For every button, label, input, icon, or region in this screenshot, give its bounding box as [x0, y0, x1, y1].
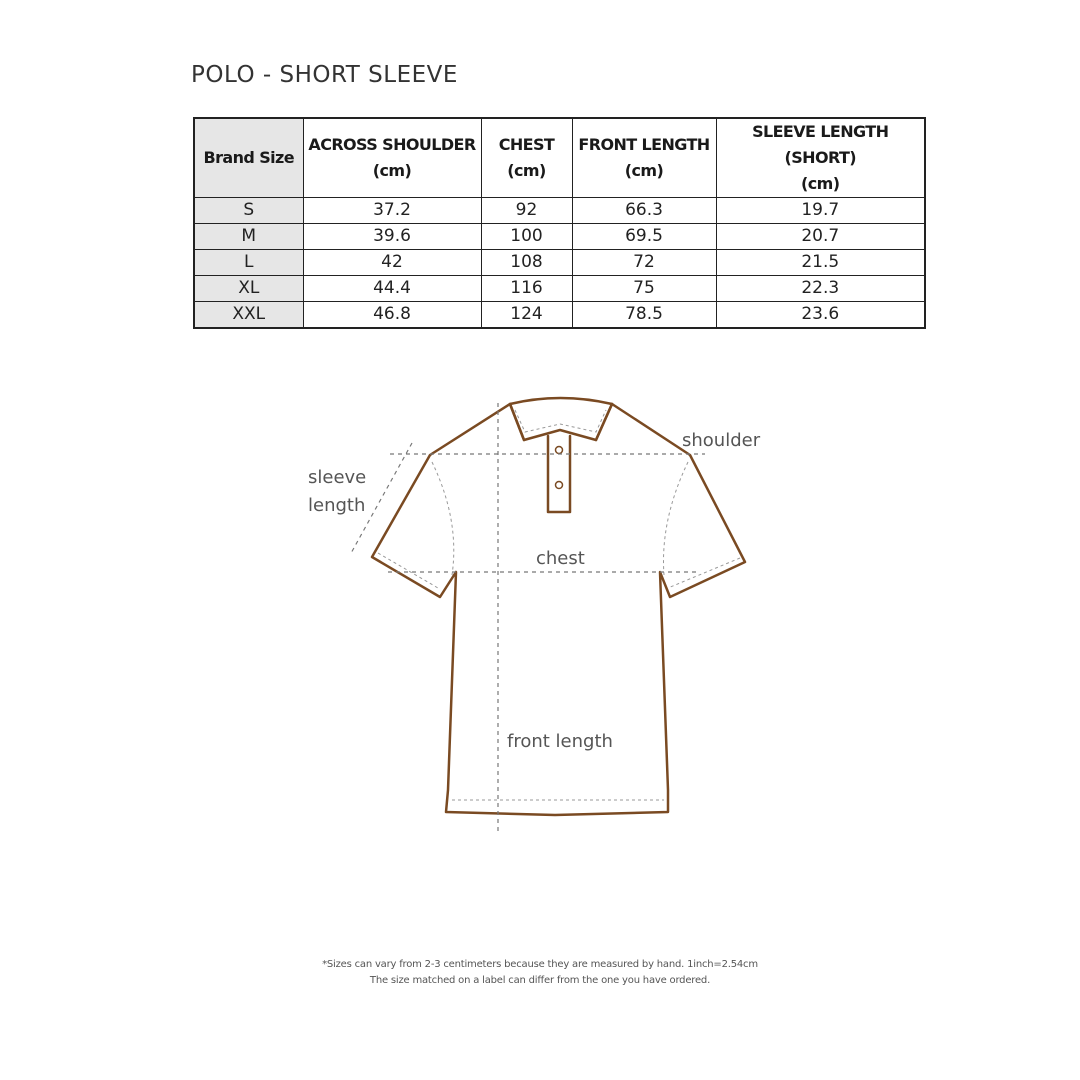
sleeve-length-cell: 21.5	[716, 250, 925, 276]
page-title: POLO - SHORT SLEEVE	[191, 62, 458, 88]
chest-cell: 124	[481, 302, 572, 329]
sleeve-length-cell: 22.3	[716, 276, 925, 302]
measurement-lines	[350, 403, 705, 833]
header-label: ACROSS SHOULDER	[308, 135, 476, 154]
size-cell: M	[194, 224, 303, 250]
header-unit: (cm)	[801, 174, 840, 193]
front-length-cell: 75	[572, 276, 716, 302]
footnote-line: The size matched on a label can differ from the one you have ordered.	[369, 975, 711, 986]
chest-cell: 116	[481, 276, 572, 302]
placket-buttons	[556, 447, 563, 489]
header-unit: (cm)	[507, 161, 546, 180]
shoulder-cell: 46.8	[303, 302, 481, 329]
size-cell: XXL	[194, 302, 303, 329]
front-length-cell: 78.5	[572, 302, 716, 329]
shoulder-cell: 39.6	[303, 224, 481, 250]
chest-cell: 108	[481, 250, 572, 276]
footnote	[0, 957, 1080, 989]
front-length-cell: 66.3	[572, 198, 716, 224]
sleeve-length-cell: 20.7	[716, 224, 925, 250]
sleeve-length-label	[308, 464, 366, 520]
shoulder-cell: 37.2	[303, 198, 481, 224]
header-label: SLEEVE LENGTH (SHORT)	[752, 122, 889, 167]
size-cell: S	[194, 198, 303, 224]
sleeve-length-cell: 23.6	[716, 302, 925, 329]
polo-shirt-outline	[372, 398, 745, 815]
chest-cell: 100	[481, 224, 572, 250]
size-cell: XL	[194, 276, 303, 302]
shoulder-cell: 44.4	[303, 276, 481, 302]
header-label: FRONT LENGTH	[578, 135, 710, 154]
header-unit: (cm)	[624, 161, 664, 180]
header-unit: (cm)	[372, 161, 412, 180]
footnote-line: *Sizes can vary from 2-3 centimeters because they are measured by hand. 1inch=2.54cm	[322, 959, 758, 970]
button-icon	[556, 482, 563, 489]
shoulder-cell: 42	[303, 250, 481, 276]
header-label: CHEST	[498, 135, 555, 154]
shoulder-label: shoulder	[682, 430, 761, 451]
size-cell: L	[194, 250, 303, 276]
header-label: Brand Size	[203, 148, 294, 167]
front-length-cell: 69.5	[572, 224, 716, 250]
sleeve-length-cell: 19.7	[716, 198, 925, 224]
chest-cell: 92	[481, 198, 572, 224]
front-length-cell: 72	[572, 250, 716, 276]
front-length-label: front length	[507, 731, 613, 752]
chest-label: chest	[536, 548, 585, 569]
button-icon	[556, 447, 563, 454]
sleeve-label-line: sleeve	[308, 467, 367, 488]
sleeve-label-line: length	[308, 495, 366, 516]
